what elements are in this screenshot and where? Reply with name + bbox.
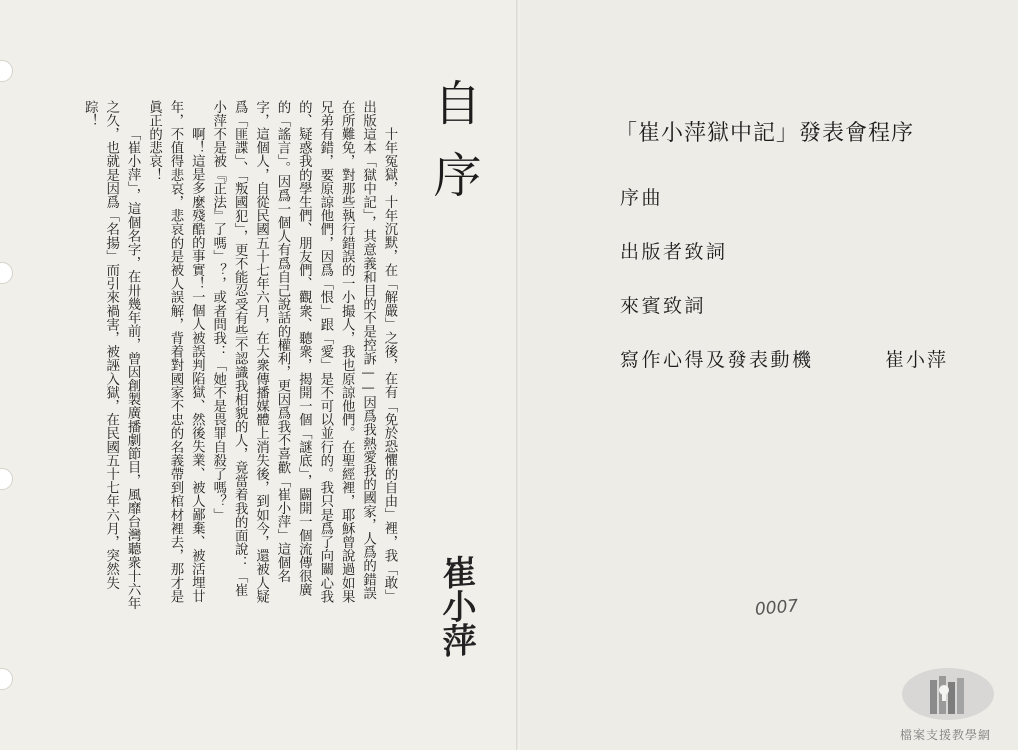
handwritten-page-number: 0007 <box>754 596 800 620</box>
program-item <box>620 292 814 346</box>
preface-body <box>82 100 400 610</box>
program-item <box>620 346 949 400</box>
program-item-label: 序曲 <box>620 187 664 209</box>
preface-paragraph: 啊！這是多麼殘酷的事實！一個人被誤判陷獄、然後失業、被人鄙棄、被活埋廿年，不值得悲哀，悲哀的是被人誤解，背着對國家不忠的名義帶到棺材裡去，那才是眞正的悲哀！ <box>146 100 205 604</box>
preface-title: 自序 <box>425 78 481 222</box>
binder-hole <box>0 60 13 82</box>
binder-hole <box>0 262 13 284</box>
program-list <box>620 184 949 400</box>
preface-paragraph: 十年冤獄，十年沉默，在「解嚴」之後，在有「免於恐懼的自由」裡，我「敢」出版這本「獄中記」，其意義和目的不是控訴——因爲我熱愛我的國家，人爲的錯誤在所難免，對那些執行錯誤的一小撮人，我也原諒他們。在聖經裡，耶穌曾說過如果兄弟有錯，要原諒他們，因爲「恨」跟「愛」是不可以並行的。我只是爲了向關心我的、疑惑我的學生們、朋友們、觀衆、聽衆，揭開一個「謎底」，闢開一個流傳很廣的「謠言」。因爲一個人有爲自己說話的權利，更因爲我不喜歡「崔小萍」這個名字，這個人，自從民國五十七年六月，在大衆傳播媒體上消失後，到如今，還被人疑爲「匪諜」、「叛國犯」，更不能忍受有些不認識我相貌的人，竟當着我的面說：「崔小萍不是被『正法』了嗎」？，或者問我：「她不是畏罪自殺了嗎？」 <box>210 100 397 604</box>
author-signature: 崔小萍 <box>436 553 476 659</box>
program-item-label: 來賓致詞 <box>620 295 707 317</box>
program-item <box>620 184 814 238</box>
binder-hole <box>0 468 13 490</box>
program-title: 「崔小萍獄中記」發表會程序 <box>615 121 915 146</box>
binder-hole <box>0 668 13 690</box>
archive-building-icon <box>900 660 996 722</box>
program-item-label: 出版者致詞 <box>620 241 728 263</box>
program-item-label: 寫作心得及發表動機 <box>620 349 814 371</box>
right-page <box>520 0 1018 750</box>
program-item-speaker: 崔小萍 <box>885 349 949 371</box>
program-item <box>620 238 814 292</box>
preface-paragraph: 「崔小萍」，這個名字，在卅幾年前，曾因創製廣播劇節目，風靡台灣聽衆十六年之久，也就是因爲「名揚」而引來禍害，被誣入獄，在民國五十七年六月，突然失踪！ <box>82 100 141 610</box>
watermark-text: 檔案支援教學網 <box>900 728 992 742</box>
